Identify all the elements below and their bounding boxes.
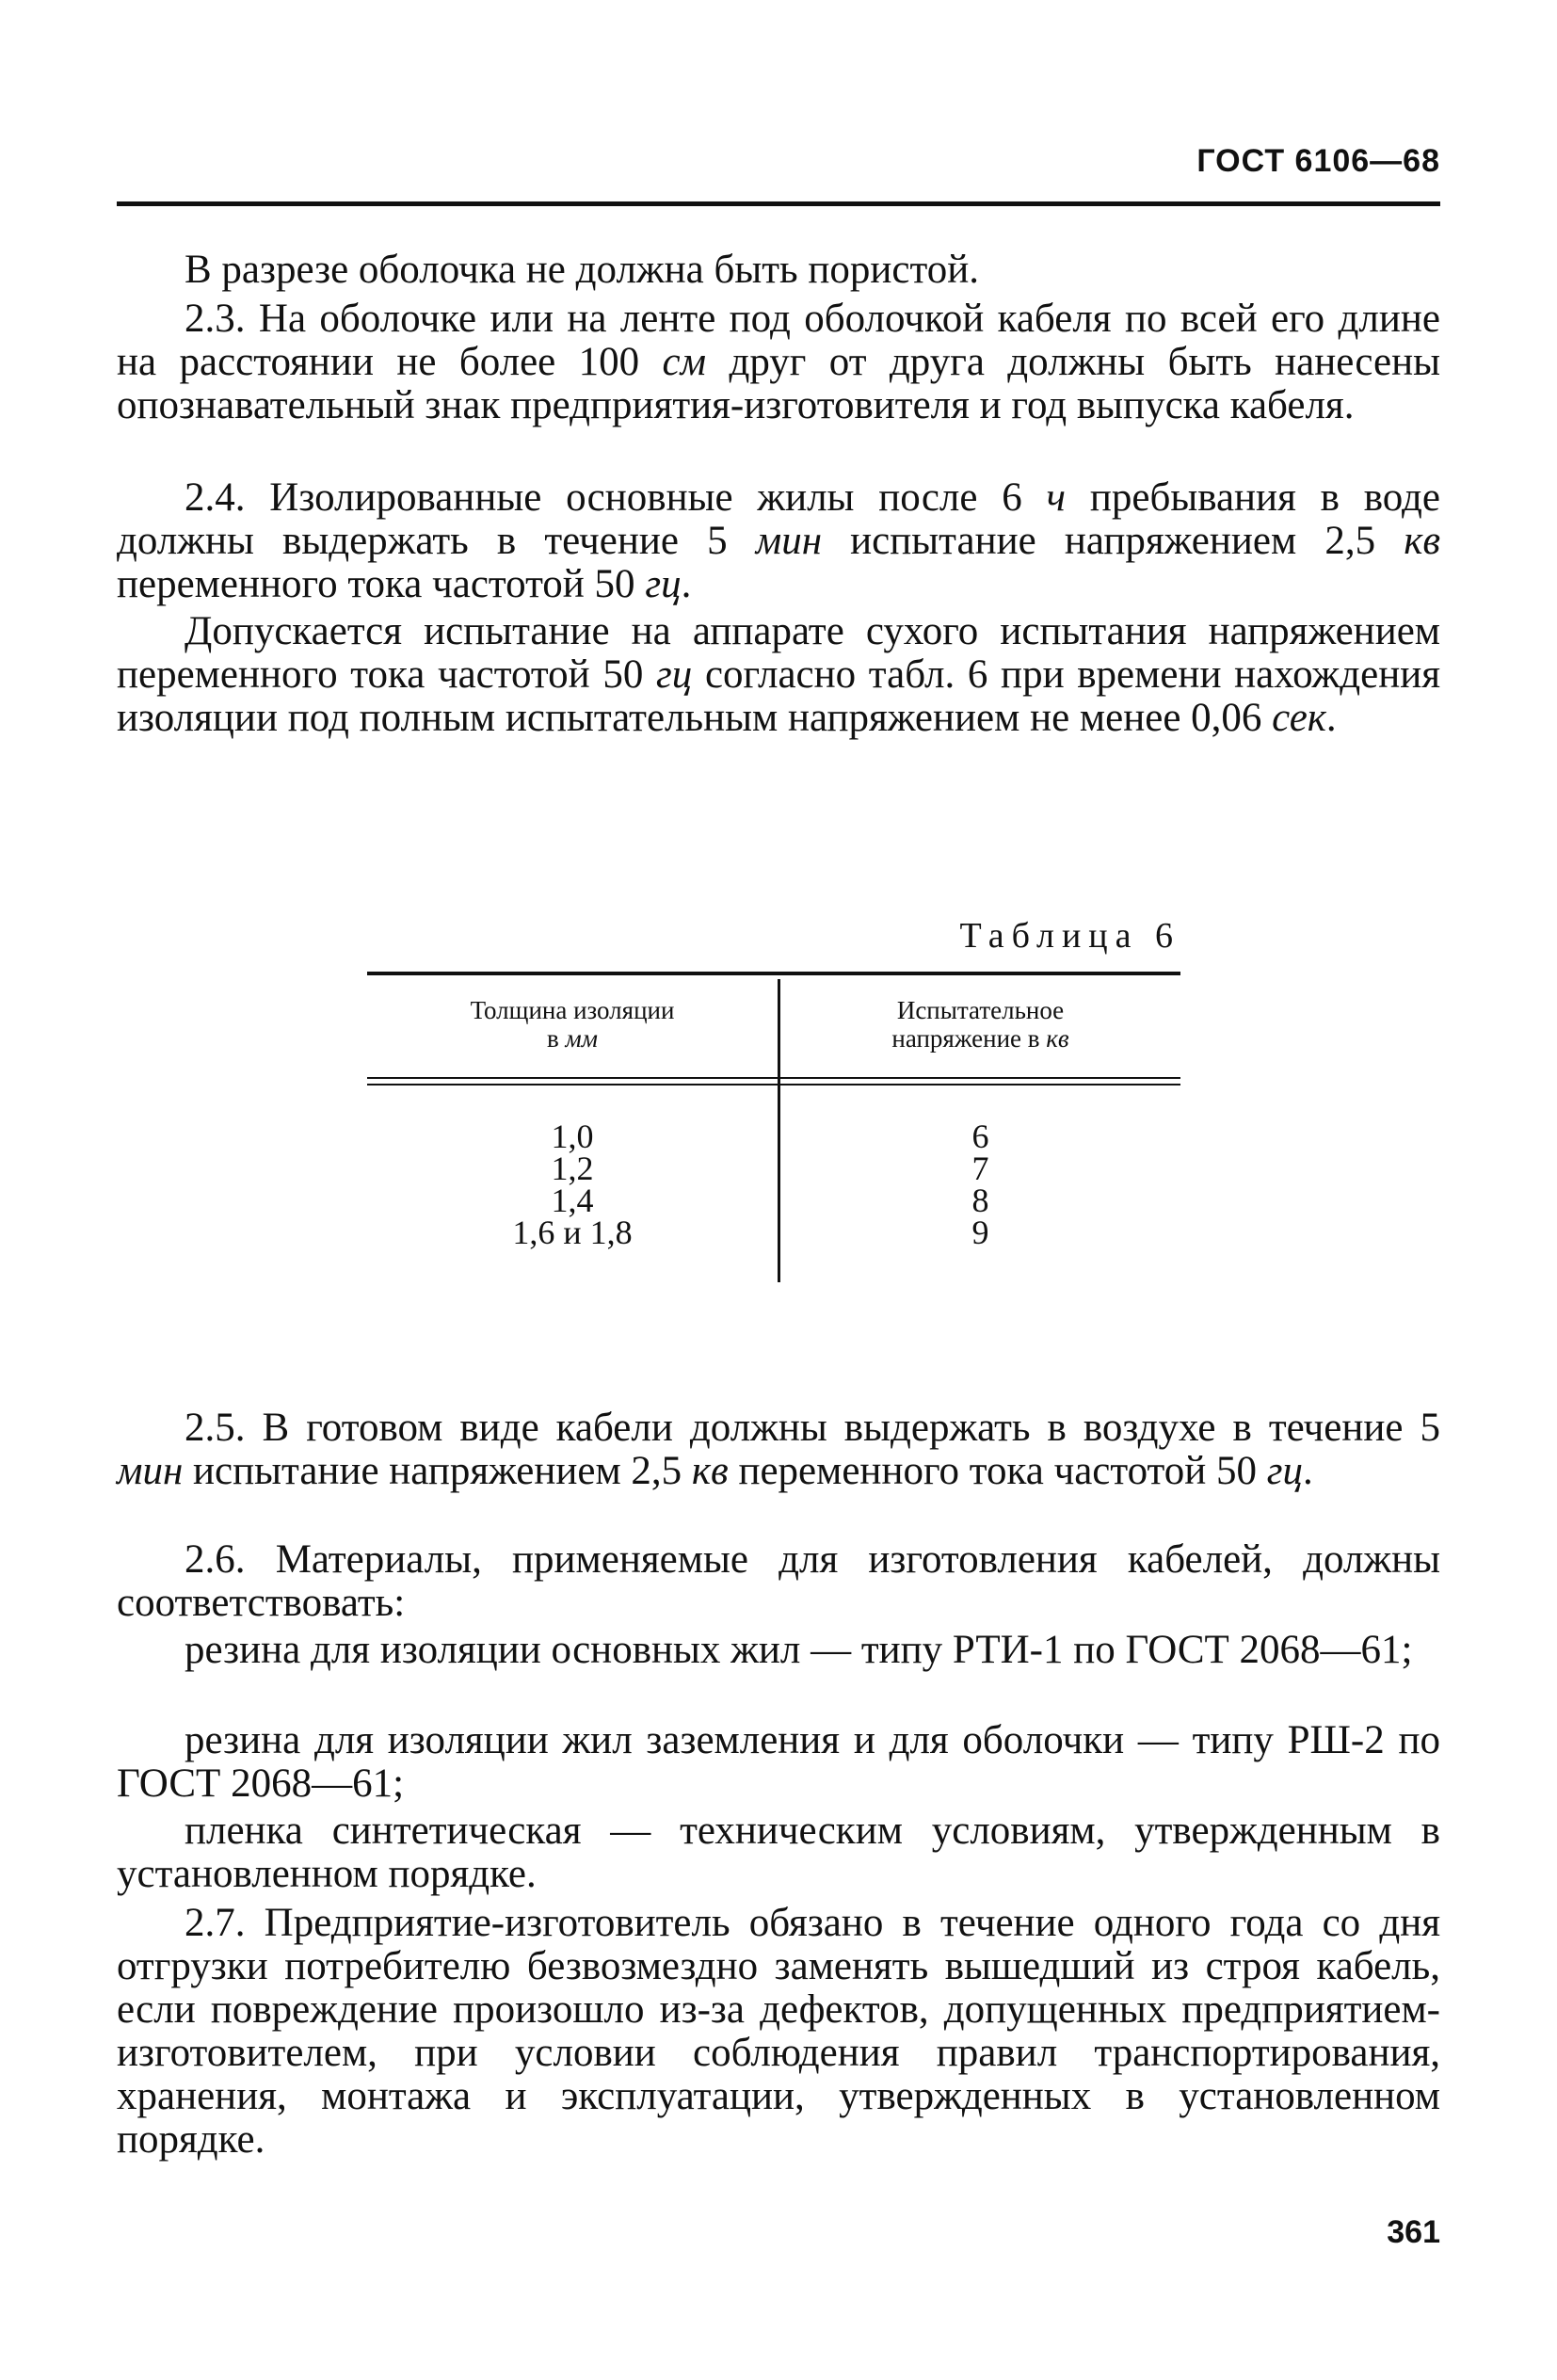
paragraph-2-6-film: пленка синтетическая — техническим условиям, утвержденным в установленном порядке.	[117, 1809, 1440, 1896]
table-caption: Таблица 6	[959, 916, 1180, 956]
unit-kv: кв	[1404, 519, 1440, 563]
paragraph-2-4-text-d: переменного тока частотой 50	[117, 562, 646, 606]
unit-hz: гц	[1266, 1449, 1304, 1493]
paragraph-2-5-text-c: переменного тока частотой 50	[728, 1449, 1267, 1493]
table-header-thickness-line1: Толщина изоляции	[470, 996, 675, 1024]
table-header-voltage-line1: Испытательное	[896, 996, 1065, 1024]
document-header: ГОСТ 6106—68	[1196, 143, 1440, 179]
paragraph-2-5-text-a: 2.5. В готовом виде кабели должны выдержать в воздухе в течение 5	[185, 1406, 1440, 1450]
table-column-voltage	[780, 1118, 1180, 1251]
paragraph-2-3-text-a: 2.3. На оболочке или на ленте под оболочкой кабеля по всей его длине на расстоянии не более 100	[117, 297, 1440, 384]
table-cell-thickness: 1,4	[551, 1182, 594, 1219]
paragraph-dry-test-text-b: согласно табл. 6 при времени нахождения изоляции под полным испытательным напряжением не менее 0,06	[117, 652, 1440, 740]
paragraph-dry-test	[117, 610, 1440, 740]
table-header-thickness	[367, 996, 778, 1053]
table-header-rule-1	[367, 1077, 1180, 1079]
paragraph-2-6-rubber-insulation: резина для изоляции основных жил — типу РТИ-1 по ГОСТ 2068—61;	[185, 1628, 1413, 1672]
paragraph-2-4-text-c: испытание напряжением 2,5	[822, 519, 1405, 563]
table-header-voltage-prefix: напряжение в	[891, 1024, 1047, 1053]
table-header-thickness-line2	[367, 1024, 778, 1053]
paragraph-2-4	[117, 476, 1440, 606]
paragraph-2-7: 2.7. Предприятие-изготовитель обязано в течение одного года со дня отгрузки потребителю безвозмездно заменять вышедший из строя кабель, если повреждение произошло из-за дефектов, допущенных предприятием-изготовителем, при условии соблюдения правил транспортирования, хранения, монтажа и эксплуатации, утвержденных в установленном порядке.	[117, 1901, 1440, 2162]
page-number: 361	[1387, 2214, 1440, 2250]
paragraph-2-6: 2.6. Материалы, применяемые для изготовления кабелей, должны соответствовать:	[117, 1537, 1440, 1625]
unit-sec: сек	[1272, 696, 1326, 740]
paragraph-porosity: В разрезе оболочка не должна быть пористой.	[185, 248, 979, 292]
paragraph-2-6-rubber-sheath: резина для изоляции жил заземления и для оболочки — типу РШ-2 по ГОСТ 2068—61;	[117, 1718, 1440, 1806]
paragraph-dry-test-text-c: .	[1325, 696, 1337, 740]
paragraph-2-3-text-b: друг от друга должны быть нанесены опознавательный знак предприятия-изготовителя и год выпуска кабеля.	[117, 340, 1440, 427]
unit-hour: ч	[1046, 475, 1067, 520]
table-column-thickness	[367, 1118, 778, 1251]
paragraph-2-4-text-e: .	[681, 562, 692, 606]
unit-kv: кв	[691, 1449, 729, 1493]
table-cell-voltage: 9	[971, 1214, 989, 1251]
table-cell-voltage: 8	[971, 1182, 989, 1219]
table-cell-voltage: 6	[971, 1118, 989, 1155]
paragraph-2-5-text-d: .	[1303, 1449, 1313, 1493]
table-top-rule	[367, 972, 1180, 975]
paragraph-2-5-text-b: испытание напряжением 2,5	[183, 1449, 692, 1493]
table-header-voltage-unit: кв	[1046, 1024, 1069, 1053]
table-header-thickness-prefix: в	[547, 1024, 566, 1053]
unit-hz: гц	[645, 562, 682, 606]
table-header-thickness-unit: мм	[565, 1024, 598, 1053]
unit-cm: см	[662, 340, 707, 384]
paragraph-2-4-text-b: пребывания в воде должны выдержать в течение 5	[117, 475, 1440, 563]
unit-min: мин	[755, 519, 823, 563]
unit-hz: гц	[656, 652, 693, 697]
table-cell-voltage: 7	[971, 1150, 989, 1187]
paragraph-2-4-text-a: 2.4. Изолированные основные жилы после 6	[185, 475, 1047, 520]
unit-min: мин	[117, 1449, 184, 1493]
table-cell-thickness: 1,2	[551, 1150, 594, 1187]
paragraph-dry-test-text-a: Допускается испытание на аппарате сухого испытания напряжением переменного тока частотой 50	[117, 609, 1440, 697]
table-header-rule-2	[367, 1084, 1180, 1085]
table-header-voltage	[780, 996, 1180, 1053]
table-cell-thickness: 1,0	[551, 1118, 594, 1155]
paragraph-2-3	[117, 298, 1440, 427]
table-cell-thickness: 1,6 и 1,8	[512, 1214, 633, 1251]
header-rule	[117, 201, 1440, 206]
paragraph-2-5	[117, 1407, 1440, 1493]
table-header-voltage-line2	[780, 1024, 1180, 1053]
